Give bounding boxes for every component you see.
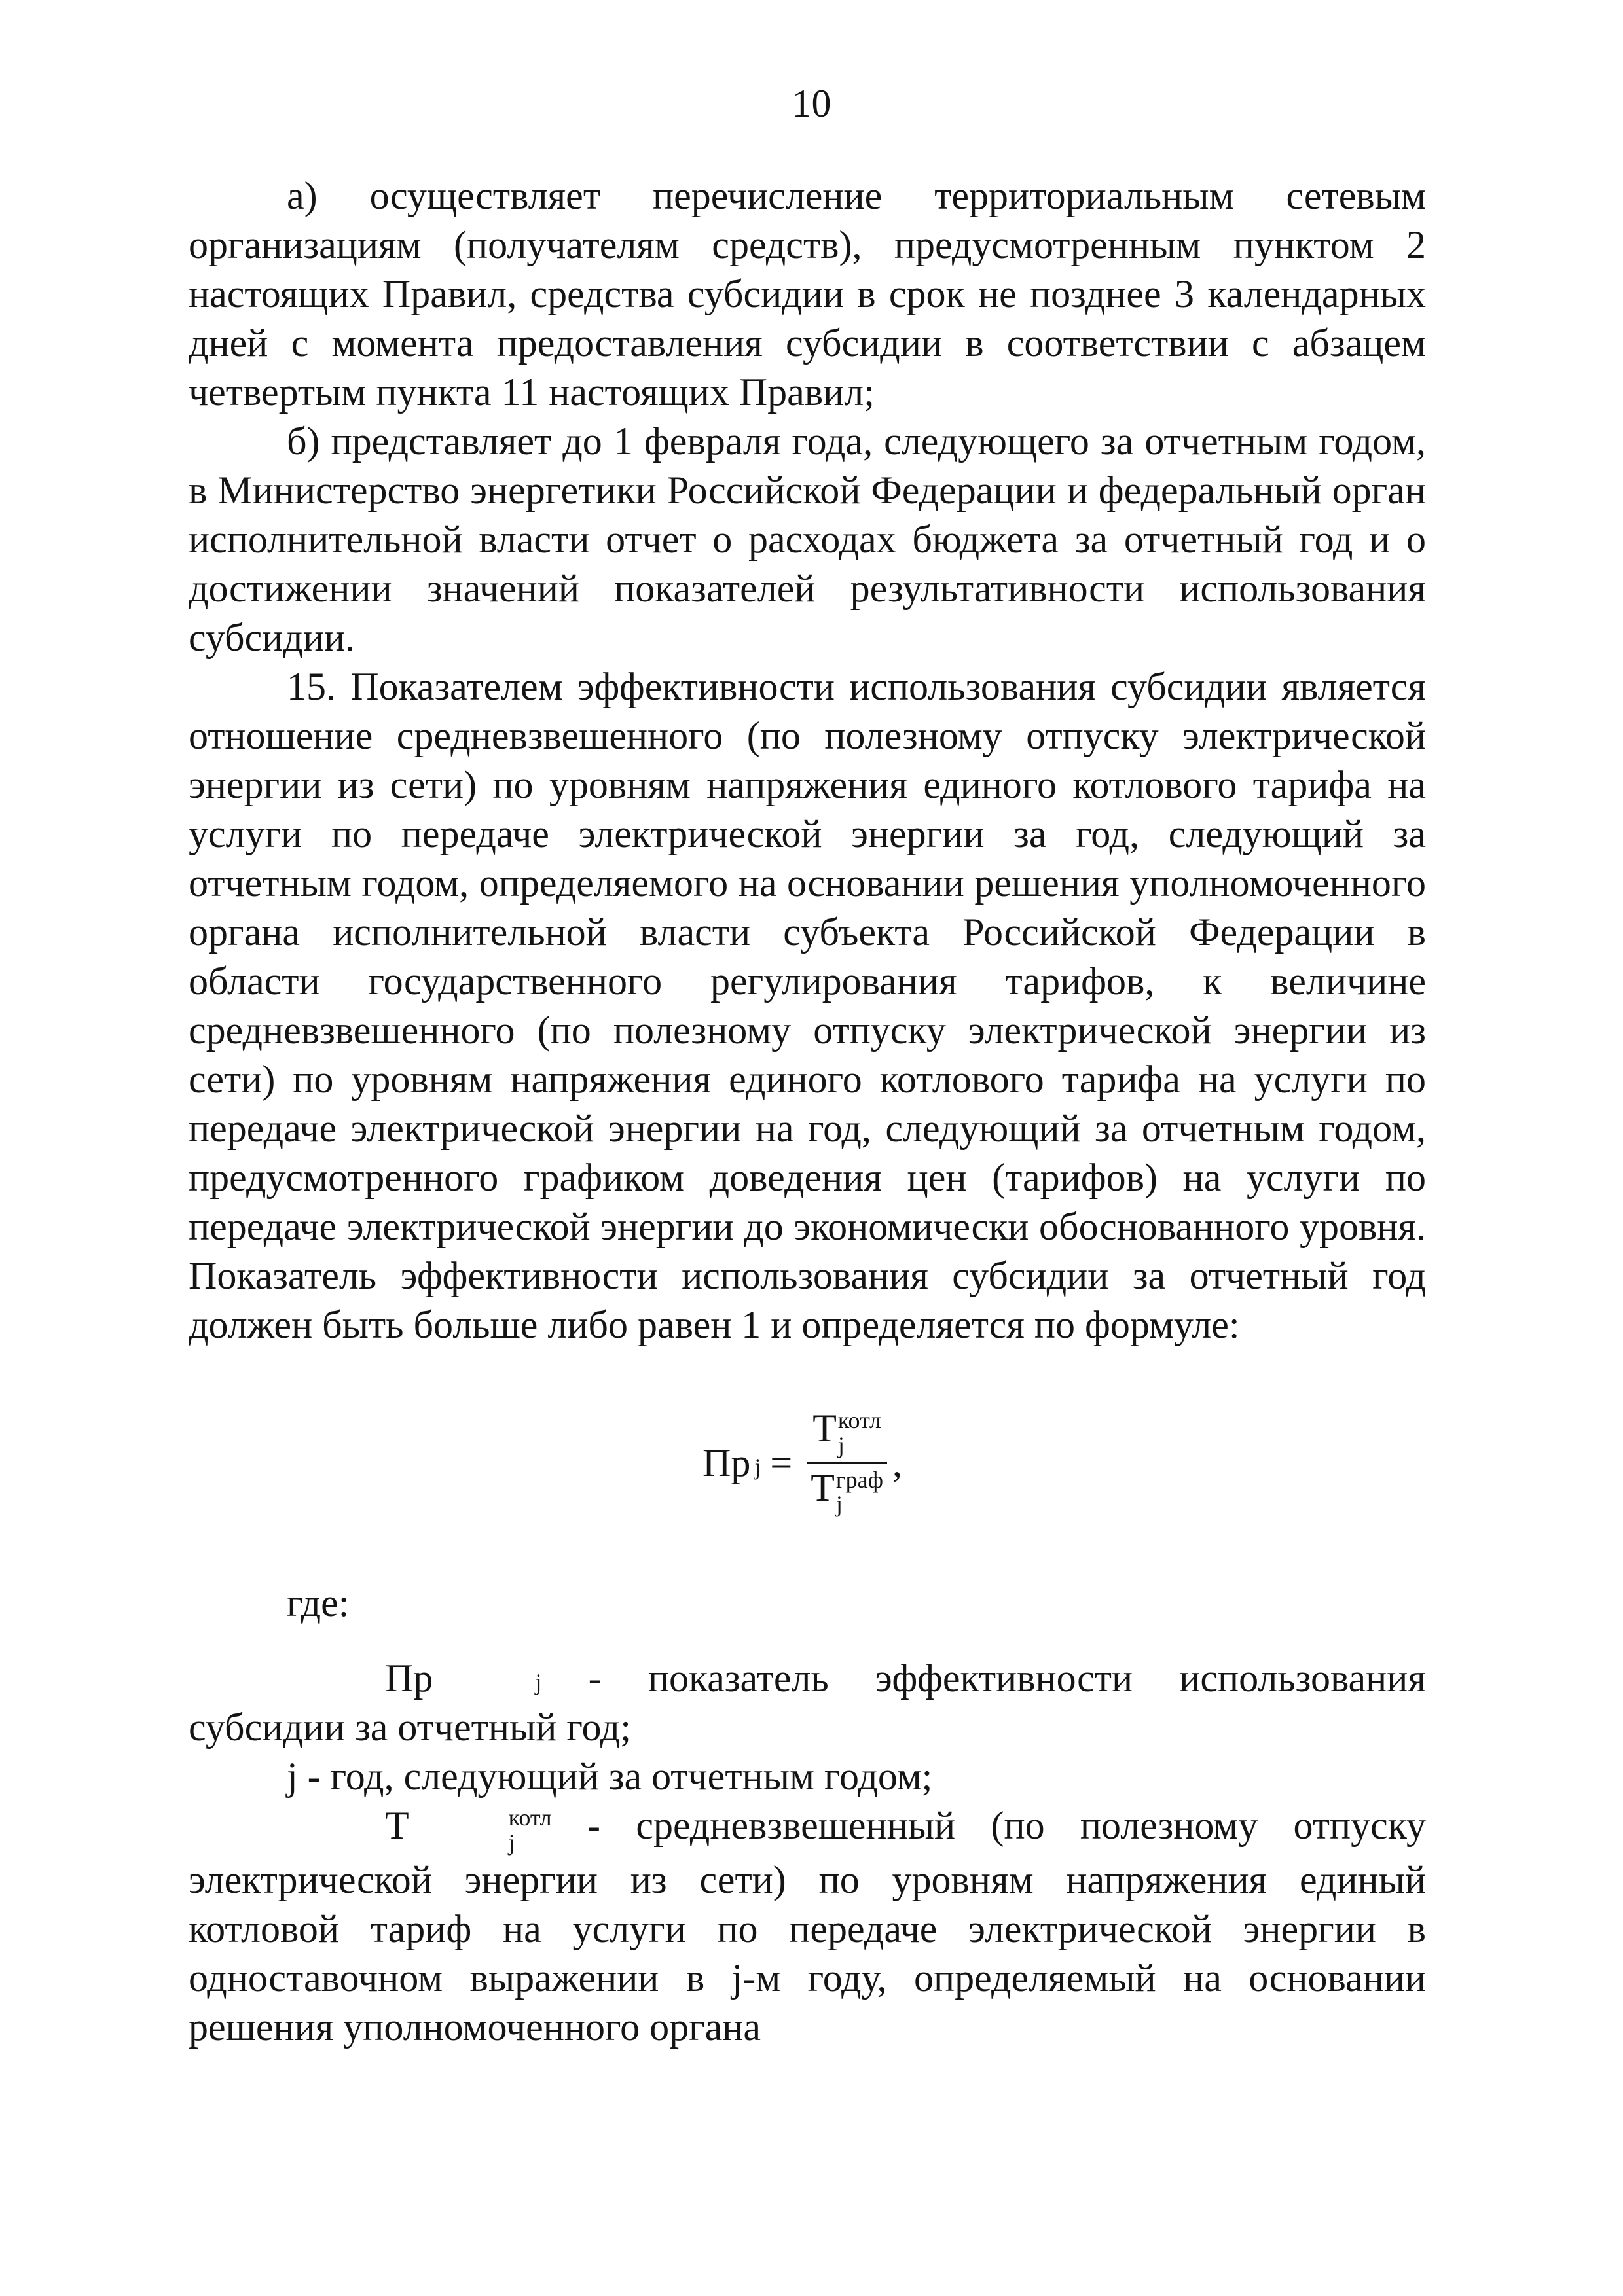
formula-lhs (702, 1441, 761, 1485)
formula-denominator (807, 1464, 887, 1518)
formula-denominator-scripts (836, 1468, 883, 1518)
formula-equals: = (770, 1441, 793, 1484)
formula-denominator-symbol: Т (811, 1465, 835, 1509)
paragraph-a: а) осуществляет перечисление территориальным сетевым организациям (получателям средств), предусмотренным пунктом 2 настоящих Правил, средства субсидии в срок не позднее 3 календарных дней с момента предоставления субсидии в соответствии с абзацем четвертым пункта 11 настоящих Правил; (189, 174, 1426, 414)
document-body (189, 171, 1426, 2052)
definition-pr-symbol-group (287, 1659, 541, 1698)
definition-t-superscript: котл (508, 1804, 552, 1831)
formula-numerator (809, 1408, 885, 1462)
definition-pr-text: - показатель эффективности использования субсидии за отчетный год; (189, 1657, 1427, 1749)
paragraph-b: б) представляет до 1 февраля года, следующего за отчетным годом, в Министерство энергетики Российской Федерации и федеральный орган исполнительной власти отчет о расходах бюджета за отчетный год и о достижении значений показателей результативности использования субсидии. (189, 420, 1426, 659)
formula-numerator-scripts (838, 1408, 881, 1458)
formula-numerator-superscript: котл (837, 1407, 881, 1433)
formula-lhs-symbol: Пр (702, 1441, 751, 1485)
formula-denominator-subscript: j (835, 1491, 843, 1518)
formula-denominator-superscript: граф (835, 1466, 883, 1493)
formula-fraction (807, 1408, 887, 1517)
where-label: где: (287, 1581, 350, 1624)
definition-j: j - год, следующий за отчетным годом; (287, 1755, 933, 1798)
spacer (189, 1628, 1426, 1654)
paragraph-15: 15. Показателем эффективности использования субсидии является отношение средневзвешенного (по полезному отпуску электрической энергии из сети) по уровням напряжения единого котлового тарифа на услуги по передаче электрической энергии за год, следующий за отчетным годом, определяемого на основании решения уполномоченного органа исполнительной власти субъекта Российской Федерации в области государственного регулирования тарифов, к величине средневзвешенного (по полезному отпуску электрической энергии из сети) по уровням напряжения единого котлового тарифа на услуги по передаче электрической энергии на год, следующий за отчетным годом, предусмотренного графиком доведения цен (тарифов) на услуги по передаче электрической энергии до экономически обоснованного уровня. Показатель эффективности использования субсидии за отчетный год должен быть больше либо равен 1 и определяется по формуле: (189, 665, 1426, 1346)
definition-t-text: - средневзвешенный (по полезному отпуску электрической энергии из сети) по уровням напряжения единый котловой тариф на услуги по передаче электрической энергии в одноставочном выражении в j-м году, определяемый на основании решения уполномоченного органа (189, 1804, 1427, 2049)
formula-lhs-subscript: j (754, 1454, 761, 1480)
definition-t-symbol: Т (385, 1804, 409, 1847)
formula-trailing-comma: , (892, 1441, 902, 1484)
formula-numerator-symbol: Т (812, 1407, 837, 1450)
definition-t-subscript: j (508, 1829, 515, 1856)
definition-t-symbol-group (287, 1806, 552, 1856)
formula (702, 1408, 902, 1517)
formula-numerator-subscript: j (837, 1431, 845, 1458)
definition-pr (189, 1654, 1426, 1752)
definition-pr-subscript: j (535, 1669, 542, 1695)
page-number: 10 (792, 82, 831, 125)
definition-t (189, 1801, 1426, 2052)
definition-pr-symbol: Пр (385, 1657, 433, 1700)
formula-block (189, 1350, 1426, 1579)
definition-t-scripts (410, 1806, 552, 1856)
